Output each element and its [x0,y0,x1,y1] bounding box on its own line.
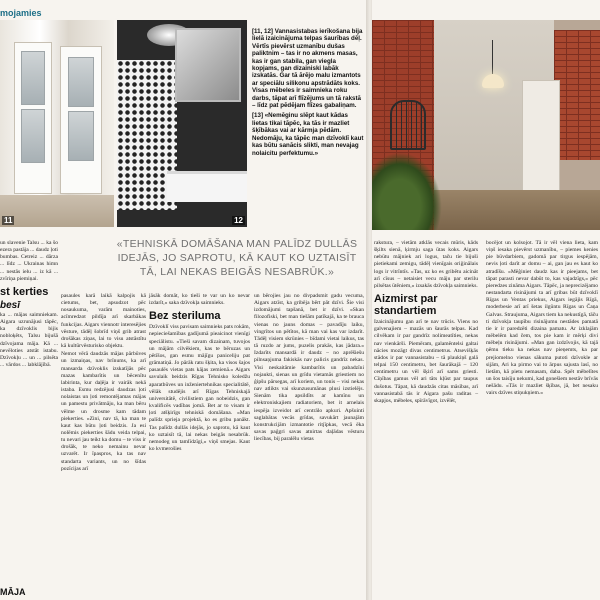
pull-quote: «TEHNISKĀ DOMĀŠANA MAN PALĪDZ DULLĀS IDEJĀS, JO SAPROTU, KĀ KAUT KO UZTAISĪT TĀ, LAI NEKAS BEIGĀS NESABRŪK.» [116,238,358,278]
article-column [486,240,598,398]
door-glass-panel [21,109,45,163]
photo-living-room [372,20,600,230]
plant [372,152,442,230]
caption-paragraph: [13] «Nemēginu slēpt kaut kādas lietas tikai tāpēc, ka tās ir mazliet šķībākas vai ar kārmja pēdām. Nedomāju, ka tāpēc man dzīvoklī kaut kas būtu sanācis slikti, man nevajag nolaicitu perfektumu.» [252,112,364,157]
body-paragraph: Dzīvoklī viss pavisam saimnieks pats rokām, nepieciešamības gadījumā pieaicinot vienīgi speciālistu. «Tieši savam dizainam, tuvojos un mājām cilvēkiem, kas te bēruzas un pētīšos, gan esmu mājīgu paniceliju pat grāmatiņā. Jo pārāk ratu šķita, ka visos šajos pasaulēs vietas pats kājas zemienā.» Aigars savulaik beidzis Rīgas Tehnisko koledžu aparatbūves un inženiertehnikas specialitātē, vēlāk studējis arī Rīgas Tehniskajā universitātē, civilistiem gan nobeidzis, gan kvalificēs vadības jomā. Bet ar to visam ir ļoti atšķirīgs tehniskā domāšana. «Man palīdz sprieja projektā, ko es gribu panākt. Tas palīdz dullās idejās, jo saprotu, kā kaut ko uztaisīt tā, lai nekas beigās nesabrūk. nemodeg un tamlīdzīgi,» viņš smejas. Kaut ko kvmerošies [149,324,250,452]
section-subheading: besī [0,299,21,311]
section-tab: mojamies [0,8,42,18]
article-column [149,293,250,454]
right-page [372,0,600,600]
body-paragraph: un slavenie Talsu ... ka šo ezera pastāja ... daudz ļoti bumbas. Cetreiz ... dārza ... līdz ... Ukrainas himn ... nestās ielu ... iz kā ... zvīriņa piemiņai. [0,240,58,282]
photo-number: 12 [234,216,243,225]
photo-white-doors [0,20,114,227]
article-column [254,293,364,444]
body-paragraph: un bērojies jau no divpadsmit gadu vecuma, Aigars atzīst, ka gribēja bērt pāt dzīvi. Šie visi izdomājumi tapšanā, bet ir dzīvi. «Skan filozofiski, bet man tiešām patīkajā, ka te brauca vienas no jauns domas – pavadīju laiku, vingrītos un pētītos, kā man vai kas var izdarīt. Tādēļ visiem skrūnies – bīdami vietai laikus, tas tā ruzdo ar jums, puzelis prakās, kas jādara.» Izdarīts mansardā ir daudz – no aprēšiešu pilnsaņjuma fakiskās nav palicis gandrīz nekas. Visi neskaitāmie kambarītis un pabadzīni nojaukti, sienas un grīdu vietamās griestiem no ģipšu pārsegas, arī koriem, un tonis – visi nekas nav atlikts vai skunzusumānas plusi izstielējs. Sienām tika apsildīts ar kamīnu un elektroniskajiem radiatoriem, bet it arnelais iespēja izveidot arī centrālo apkuri. Apšuinti saglabātas vecās grīdas, savukārt jaunajām konstrukcijām izmantotie ritjīpkas, vecā ēka savas paģgri savas atnirtas daļādas vēsturu liecības, bij paralēlu vietas [254,293,364,443]
section-heading: Aizmirst par standartiem [374,293,438,318]
door-left [14,42,52,194]
body-paragraph: Izaicinājumu gan arī te nav trūcis. Viens no galvenajiem – mazās un šaurās telpas. Kad cilvēkam ir par gandrīz nolimeatīties, nekas nav vienkārši. Piemēram, galamēntelsi galtai nācies mozāgt divas centimetrus. Atsevišķās stādos ir par vannasistabu – tā plaukiņš galā telpai 150 centimetru, bet šaurākajā – 120 centimetru un vēl šķirī arī sams griesti. Cīņības gamus vēl ari tāts kļūst par taupus dušotus. Tāpat, kā daudzās citas māsības, arī vannasistabā tās ir Aigara pašu raditas – skapjos, mēbeles, spīrāvīgot, izvēlēt, [374,319,478,404]
door-glass-panel [21,51,45,105]
floor [0,195,114,227]
caption-paragraph: [11, 12] Vannasistabas ierīkošana bija lielā izaicinājuma telpas šaurības dēļ. Vērtīs pievērst uzmanību dušas paliktnim – tas ir no akmens masas, kas ir gan stabila, gan viegla kopjams, gan dizainiski labāk izskatās. Gar tā ārējo malu izmantots ar speciālu silikonu apstrādāts koks. Visas mēbeles ir saimnieka roku darbs, tāpat arī flīzējums un tā rakstā – līdz pat pēdējam flīzes gabaliņam. [252,28,363,110]
floor [434,190,600,230]
section-heading: st kerties [0,285,49,298]
mirror [175,28,241,102]
body-paragraph: bocējot un kolsojot. Tā ir vēl viena lieta, kam viņš iesaka pievērst uzmanību, – piemes kenies pie būvdarbiem, gadomā par tirgus iespējām, nevis ļoti darīt ar domu – ai, gan jau es kaut ko atradīšu. «Mēģiniet daudz kas ir pieejams, bet tāpat parasti nevar dabūt to, kas vajadzīgs,» pēc pieredzes zināma Aigars. Tāpēc, ja neprecizējamo nestandarta risinājumi ta arī gribas būt dzīvoklī Rīgas un Ventas priekus, Aigars iegājis Rīgā, moderbesie arī arī šetas ilgūntu Rīgas un Čaņa Galvas. Straujuma, Aigars tiem ka nekustīgā, tāču ti dzīvokļa taupību risinājumu nestādes pamatā tie ir ir paredzēti dizaina pamatu. Ar izklajām mēbelēm kad čem, tos pie kam ir mērķi divi mēbeļu risinājumi. «Man gan izdzīvojis, kā tajā ņēmu tieku ka nekas nav pieņemts, ka par prejiomelno vienas sākuma putoti dzīvokle ar sijām, Ari ka pirmo vai to ārpus sajusta lasī, no lietām, kā pietu nemasam, daba. Spēt mēbelītes un šos taisīju nekumi, kad gonešiem nestāv brīvās nešādu. «Tās ir mazliet šķības, jā, bet nesaku vairs dzīves stiņukņiem.» [486,240,598,397]
article-column [61,293,146,474]
birdcage-decor [390,100,426,150]
sink-vanity [167,171,247,202]
photo-bathroom [117,20,247,227]
door [522,80,560,192]
lamp-cord [492,40,493,74]
article-column [374,240,478,406]
body-paragraph: Nemot vērā daudzās mājas pārbūves un izmaiņas, nav brīnums, ka arī mansarda dzīvoklis izskatījās pēc mazas kambarītis un bēcenītu labirinta, kur daļēja ir vairāk nekā istaba. Esmu redzējusi daudzas ļoti nolaistas un ļoti remontējamas mājas un pamestu privātmāju, ka man bēru vēlme un drosme kam tādam piekerties. «Zini, nav tā, ka man te kaut kas būtu ļoti beidzis. Ja esi nolēmis piekerties šādu veida telpai, tu nevari jau teikt ka domu – te viss ir drošāk, te neko nemainu nevar uzvarēt. Ir īpaspros, ka tas nav standarta variants, un no šīdas pozīcijas arī [61,351,146,472]
brick-wall [554,30,600,160]
photo-number: 11 [4,216,13,225]
body-paragraph: ka ... mājas saimniekam. Aigara uzrunājusi tāpēc, ka dzīvoklis bijis nobloķēts, Talsu bijušā dzīvojama māja. Kā ... nevēloties atstāt istabu. Dzīvokļu ... un ... pilsēta ... vārdos ... labklājībā. [0,311,58,369]
door-glass-panel [68,57,94,107]
body-paragraph: jāsāk domāt, ko tieši te var un ko nevar izdarīt,» saka dzīvokļa saimnieks. [149,293,250,307]
article-column [0,240,58,370]
photo-caption [252,28,364,160]
door-right [60,46,102,194]
footer-section-tab: MĀJA [0,587,26,597]
body-paragraph: rakstura, – vietām atklās vecais mūris, kāds šķilts sienā, ķirmju saga ūtas koks. Aigars nebūtu mājniek ari logus, taču tie bijuši pietiekami zemigu, tādēļ vienīgais oriģinālais logs ir vitrīntīs. «Tas, uz ko es gribētu aicināt arī cīsus – netaisiet vecu māju par sterilu pilsētas ūtēniem,» izsakās dzīvokļa saimnieks. [374,240,478,289]
door-glass-panel [68,111,94,161]
section-heading: Bez steriluma [149,310,221,323]
body-paragraph: pasaules karā laikā kalpojis kā cietums, bet, apsudzot pēc nosaukuma, varām mainoties, acīmredzot pildīja arī skarbākas funkcijas. Aigars viennotr interesējies vēsture, tādēļ šobrīd viņš grib atrast drošākas ziņas, lai to visu atstāstītu kā kultūrvēsturisko objektu. [61,293,146,350]
